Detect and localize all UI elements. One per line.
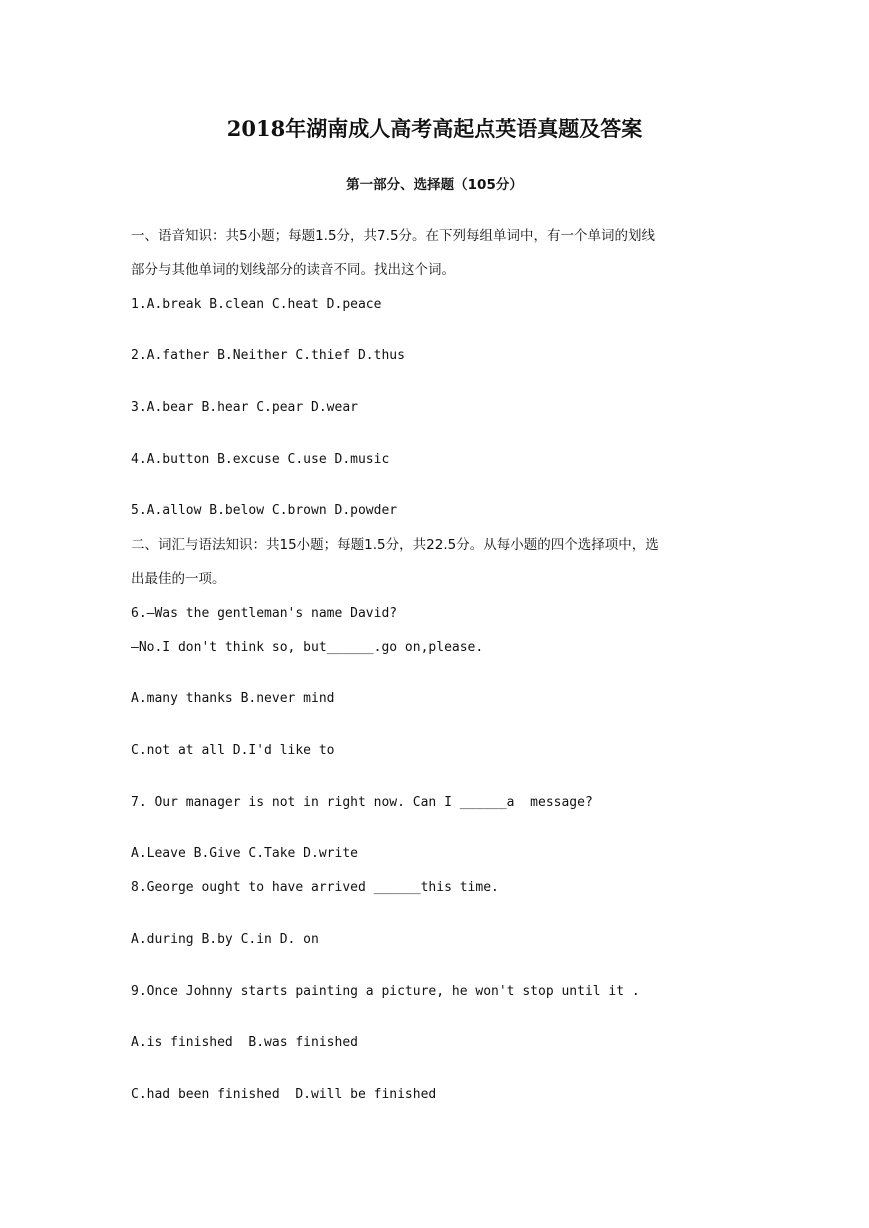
question-6-line2: —No.I don't think so, but______.go on,please. <box>131 640 484 655</box>
question-8: 8.George ought to have arrived ______this time. <box>131 880 499 895</box>
question-6-options-2: C.not at all D.I'd like to <box>131 743 335 758</box>
question-8-options: A.during B.by C.in D. on <box>131 932 319 947</box>
question-3: 3.A.bear B.hear C.pear D.wear <box>131 400 358 415</box>
question-7: 7. Our manager is not in right now. Can I ______a message? <box>131 795 593 810</box>
question-5: 5.A.allow B.below C.brown D.powder <box>131 503 398 518</box>
question-6-line1: 6.—Was the gentleman's name David? <box>131 606 398 621</box>
question-9-options-1: A.is finished B.was finished <box>131 1035 358 1050</box>
question-2: 2.A.father B.Neither C.thief D.thus <box>131 348 405 363</box>
question-4: 4.A.button B.excuse C.use D.music <box>131 452 390 467</box>
section1-intro-line1: 一、语音知识：共5小题；每题1.5分，共7.5分。在下列每组单词中，有一个单词的划线 <box>131 228 656 244</box>
question-1: 1.A.break B.clean C.heat D.peace <box>131 297 382 312</box>
section1-intro-line2: 部分与其他单词的划线部分的读音不同。找出这个词。 <box>131 262 455 278</box>
question-6-options-1: A.many thanks B.never mind <box>131 691 335 706</box>
question-7-options: A.Leave B.Give C.Take D.write <box>131 846 358 861</box>
section2-intro-line1: 二、词汇与语法知识：共15小题；每题1.5分，共22.5分。从每小题的四个选择项中，选 <box>131 537 659 553</box>
question-9: 9.Once Johnny starts painting a picture, he won't stop until it . <box>131 984 640 999</box>
section-heading: 第一部分、选择题（105分） <box>346 177 523 193</box>
question-9-options-2: C.had been finished D.will be finished <box>131 1087 437 1102</box>
section2-intro-line2: 出最佳的一项。 <box>131 571 226 587</box>
document-title: 2018年湖南成人高考高起点英语真题及答案 <box>226 116 643 141</box>
